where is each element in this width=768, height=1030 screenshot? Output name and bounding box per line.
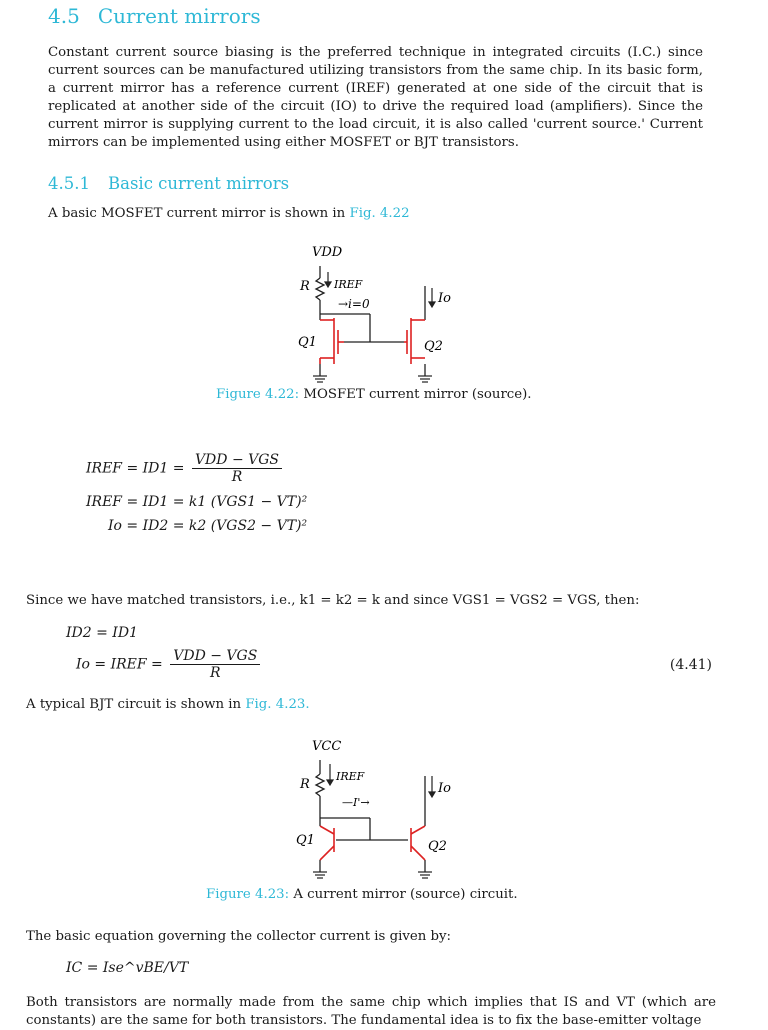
final-paragraph: Both transistors are normally made from the same chip which implies that IS and VT (which are constants) are the same for both transistors. The fundamental idea is to fix the base-emitter voltage	[26, 995, 716, 1028]
io-label: Io	[438, 781, 451, 796]
subsection-heading	[48, 174, 289, 193]
i-zero-label: →i=0	[338, 297, 370, 311]
fig-4-23-caption-label: Figure 4.23:	[206, 887, 290, 902]
q1-label: Q1	[296, 833, 315, 848]
denominator: R	[231, 469, 243, 485]
fig-4-22-link[interactable]: Fig. 4.22	[349, 206, 410, 221]
i-prime-label: —I'→	[342, 796, 370, 809]
equation-io-square: Io = ID2 = k2 (VGS2 − VT)²	[108, 518, 308, 534]
fraction	[192, 452, 282, 485]
section-number: 4.5	[48, 4, 80, 28]
collector-current-text: The basic equation governing the collector current is given by:	[26, 929, 452, 944]
fig-4-23-caption-text: A current mirror (source) circuit.	[293, 887, 518, 902]
bjt-current-mirror-figure	[280, 732, 470, 887]
equation-iref-ratio	[86, 452, 285, 485]
mosfet-current-mirror-figure	[280, 238, 460, 388]
bjt-intro	[26, 696, 681, 714]
q1-label: Q1	[298, 335, 317, 350]
q2-label: Q2	[424, 339, 443, 354]
subsection-number: 4.5.1	[48, 174, 90, 193]
iref-label: IREF	[334, 278, 363, 291]
denominator: R	[210, 665, 221, 681]
fig-4-22-caption-text: MOSFET current mirror (source).	[303, 387, 532, 402]
equation-id2: ID2 = ID1	[66, 625, 138, 641]
section-heading	[48, 4, 261, 28]
collector-current-equation: IC = Ise^vBE/VT	[66, 960, 189, 976]
equation-number: (4.41)	[669, 657, 712, 673]
fig-4-22-caption-label: Figure 4.22:	[216, 387, 300, 402]
mosfet-intro-text: A basic MOSFET current mirror is shown in	[48, 206, 346, 221]
section-title: Current mirrors	[97, 4, 261, 28]
bjt-intro-text: A typical BJT circuit is shown in	[26, 697, 242, 712]
vdd-label: VDD	[312, 245, 343, 260]
r-label: R	[300, 777, 310, 792]
equation-io-iref	[76, 648, 263, 681]
numerator: VDD − VGS	[192, 452, 282, 469]
subsection-title: Basic current mirrors	[107, 174, 290, 193]
equation-lhs: IREF = ID1 =	[86, 460, 185, 477]
mosfet-intro	[48, 205, 703, 223]
matched-transistors-text: Since we have matched transistors, i.e., k1 = k2 = k and since VGS1 = VGS2 = VGS, then:	[26, 593, 640, 608]
equation-lhs: Io = IREF =	[76, 656, 163, 673]
equation-iref-square: IREF = ID1 = k1 (VGS1 − VT)²	[86, 494, 308, 510]
fraction	[170, 648, 260, 681]
fig-4-23-link[interactable]: Fig. 4.23.	[245, 697, 310, 712]
q2-label: Q2	[428, 839, 447, 854]
iref-label: IREF	[336, 770, 365, 783]
intro-paragraph: Constant current source biasing is the preferred technique in integrated circuits (I.C.) since current sources can be manufactured utilizing transistors from the same chip. In its basic form, a current mirror has a reference current (IREF) generated at one side of the circuit that is replicated at another side of the circuit (IO) to drive the required load (amplifiers). Since the current mirror is supplying current to the load circuit, it is also called 'current source.' Current mirrors can be implemented using either MOSFET or BJT transistors.	[48, 45, 703, 150]
numerator: VDD − VGS	[170, 648, 260, 665]
fig-4-23-caption	[206, 887, 518, 902]
vcc-label: VCC	[312, 739, 342, 754]
io-label: Io	[438, 291, 451, 306]
fig-4-22-caption	[216, 387, 532, 402]
r-label: R	[300, 279, 310, 294]
